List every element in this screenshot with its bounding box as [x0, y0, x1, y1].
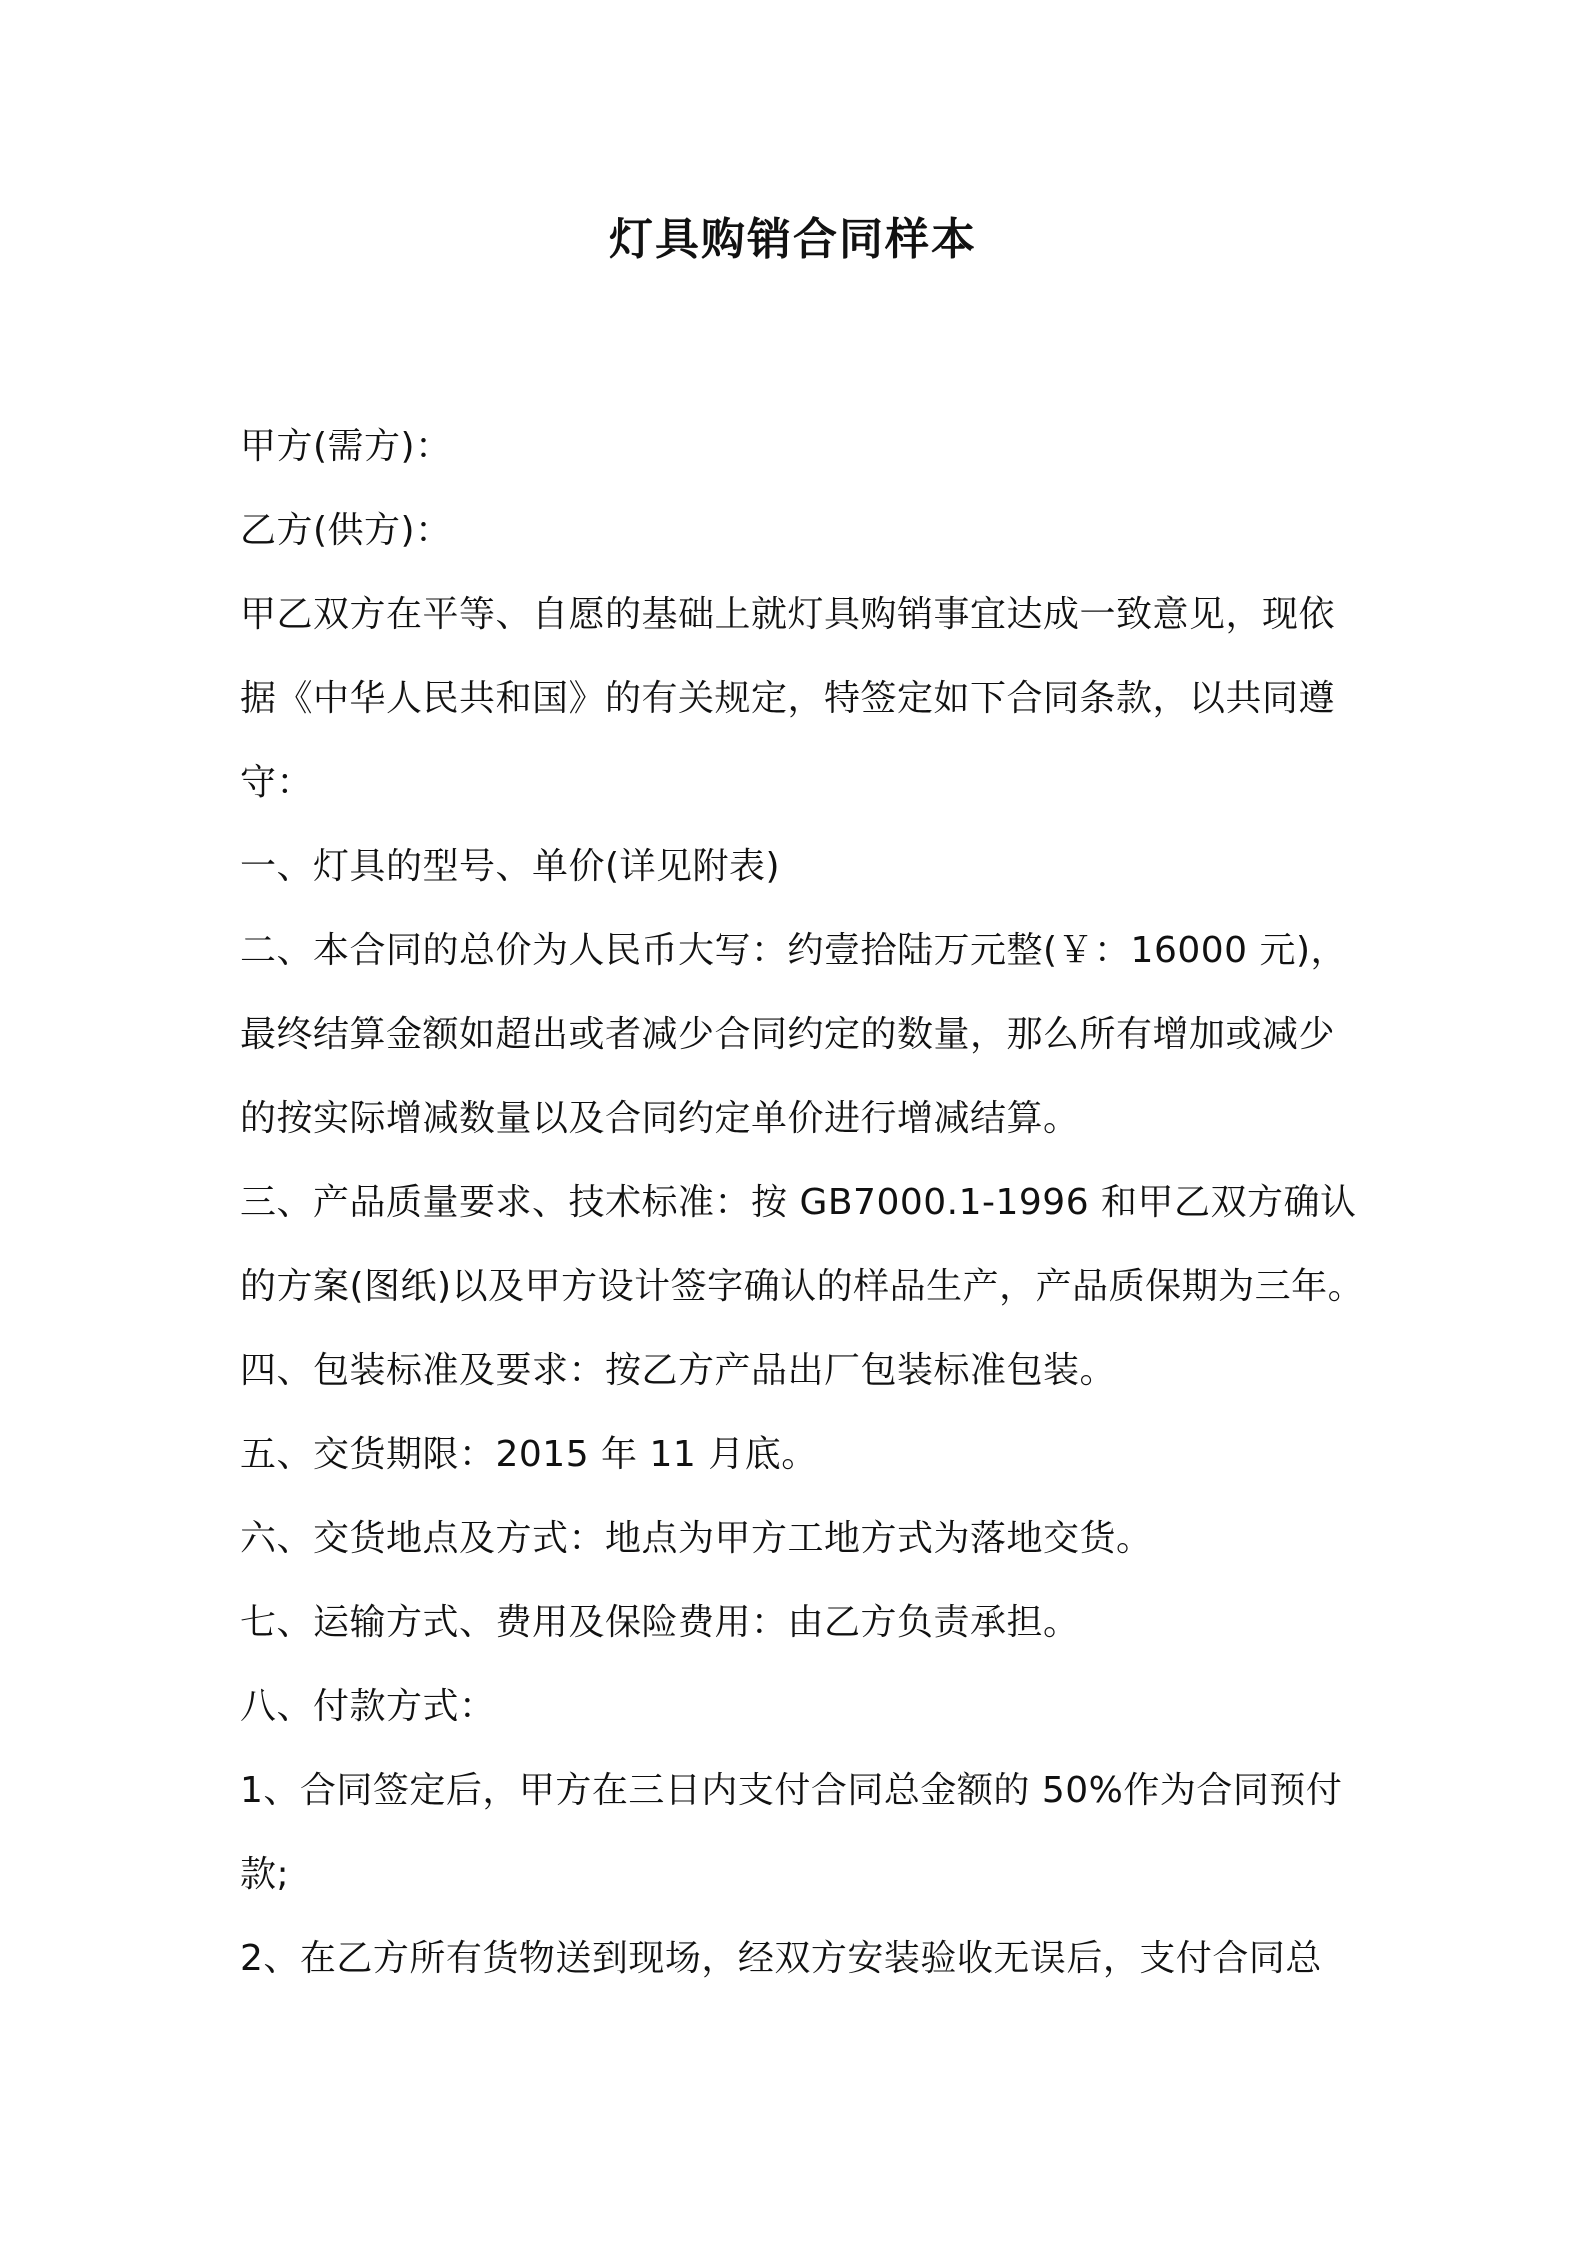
- preamble-line-3: 守：: [240, 762, 314, 803]
- payment-item-2-line-1: 2、在乙方所有货物送到现场，经双方安装验收无误后，支付合同总: [240, 1938, 1322, 1979]
- clause-2-line-2: 最终结算金额如超出或者减少合同约定的数量，那么所有增加或减少: [240, 1014, 1336, 1055]
- clause-3-line-1: 三、产品质量要求、技术标准：按 GB7000.1-1996 和甲乙双方确认: [240, 1182, 1357, 1223]
- preamble-line-1: 甲乙双方在平等、自愿的基础上就灯具购销事宜达成一致意见，现依: [240, 594, 1336, 635]
- document-title: 灯具购销合同样本: [609, 214, 977, 265]
- payment-item-1-line-2: 款;: [240, 1854, 290, 1895]
- clause-2-line-1: 二、本合同的总价为人民币大写：约壹拾陆万元整(￥：16000 元)，: [240, 930, 1348, 971]
- clause-4-line: 四、包装标准及要求：按乙方产品出厂包装标准包装。: [240, 1350, 1117, 1391]
- clause-2-line-3: 的按实际增减数量以及合同约定单价进行增减结算。: [240, 1098, 1080, 1139]
- payment-item-1-line-1: 1、合同签定后，甲方在三日内支付合同总金额的 50%作为合同预付: [240, 1770, 1343, 1811]
- clause-3-line-2: 的方案(图纸)以及甲方设计签字确认的样品生产，产品质保期为三年。: [240, 1266, 1365, 1307]
- clause-7-line: 七、运输方式、费用及保险费用：由乙方负责承担。: [240, 1602, 1080, 1643]
- preamble-line-2: 据《中华人民共和国》的有关规定，特签定如下合同条款，以共同遵: [240, 678, 1336, 719]
- party-b-line: 乙方(供方)：: [240, 510, 452, 551]
- document-body: [240, 405, 1370, 2001]
- party-a-line: 甲方(需方)：: [240, 426, 452, 467]
- clause-6-line: 六、交货地点及方式：地点为甲方工地方式为落地交货。: [240, 1518, 1153, 1559]
- clause-1-line: 一、灯具的型号、单价(详见附表): [240, 846, 781, 887]
- clause-8-line: 八、付款方式：: [240, 1686, 496, 1727]
- clause-5-line: 五、交货期限：2015 年 11 月底。: [240, 1434, 818, 1475]
